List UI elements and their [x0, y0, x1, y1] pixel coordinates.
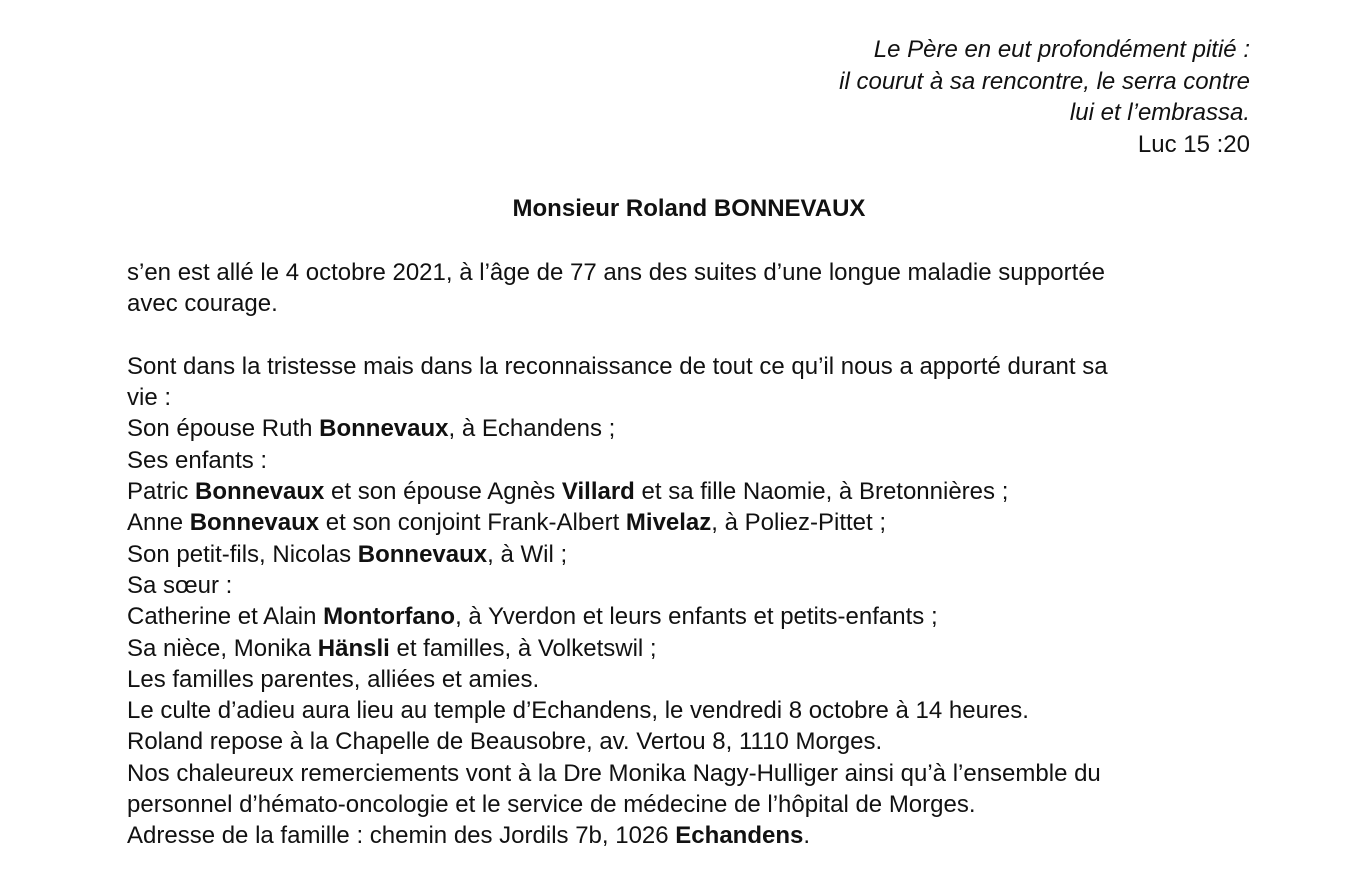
- family-list: [127, 413, 1257, 851]
- text-line: [127, 758, 1257, 789]
- text-segment: Les familles parentes, alliées et amies.: [127, 665, 540, 693]
- surname: Hänsli: [317, 634, 390, 662]
- quote-line: lui et l’embrassa.: [1069, 99, 1250, 126]
- text-line: [127, 789, 1257, 820]
- text-segment: , à Yverdon et leurs enfants et petits-enfants ;: [455, 603, 938, 631]
- text-segment: et sa fille Naomie, à Bretonnières ;: [634, 478, 1009, 506]
- text-segment: personnel d’hémato-oncologie et le service de médecine de l’hôpital de Morges.: [127, 791, 976, 819]
- bible-quote: [839, 34, 1250, 160]
- text-line: [127, 633, 1257, 664]
- surname: Mivelaz: [625, 509, 712, 537]
- text-segment: et familles, à Volketswil ;: [389, 634, 657, 662]
- text-line: [127, 664, 1257, 695]
- surname: Montorfano: [323, 603, 456, 631]
- text-segment: , à Wil ;: [487, 540, 568, 568]
- text-line: [127, 601, 1257, 632]
- surname: Villard: [561, 478, 635, 506]
- surname: Echandens: [675, 822, 804, 850]
- text-segment: , à Echandens ;: [448, 415, 616, 443]
- text-segment: Son épouse Ruth: [127, 415, 320, 443]
- obituary-body: [127, 257, 1257, 852]
- text-line: [127, 507, 1257, 538]
- text-segment: Ses enfants :: [127, 446, 268, 474]
- text-line: [127, 413, 1257, 444]
- quote-reference: Luc 15 :20: [1137, 130, 1250, 158]
- paragraph-gap: [127, 320, 1257, 351]
- text-segment: et son épouse Agnès: [324, 478, 562, 506]
- surname: Bonnevaux: [195, 478, 325, 506]
- quote-line: Le Père en eut profondément pitié :: [873, 36, 1250, 63]
- surname: Bonnevaux: [189, 509, 320, 537]
- intro-line: s’en est allé le 4 octobre 2021, à l’âge de 77 ans des suites d’une longue maladie supportée: [127, 259, 1106, 286]
- text-segment: Patric: [127, 478, 196, 506]
- text-segment: Roland repose à la Chapelle de Beausobre, av. Vertou 8, 1110 Morges.: [127, 728, 883, 756]
- text-segment: et son conjoint Frank-Albert: [319, 509, 626, 537]
- text-segment: .: [803, 822, 811, 850]
- opening-line: vie :: [127, 384, 172, 412]
- text-segment: , à Poliez-Pittet ;: [711, 509, 887, 537]
- intro-line: avec courage.: [127, 290, 278, 318]
- text-segment: Sa sœur :: [127, 571, 233, 599]
- text-line: [127, 570, 1257, 601]
- text-line: [127, 820, 1257, 851]
- text-segment: Son petit-fils, Nicolas: [127, 540, 358, 568]
- text-segment: Nos chaleureux remerciements vont à la Dre Monika Nagy-Hulliger ainsi qu’à l’ensemble du: [127, 759, 1101, 787]
- text-line: [127, 445, 1257, 476]
- text-line: [127, 476, 1257, 507]
- text-segment: Le culte d’adieu aura lieu au temple d’Echandens, le vendredi 8 octobre à 14 heures.: [127, 697, 1029, 725]
- quote-line: il courut à sa rencontre, le serra contre: [839, 67, 1250, 95]
- text-line: [127, 695, 1257, 726]
- surname: Bonnevaux: [357, 540, 488, 568]
- deceased-name-title: Monsieur Roland BONNEVAUX: [512, 195, 866, 222]
- surname: Bonnevaux: [319, 415, 449, 443]
- text-line: [127, 726, 1257, 757]
- text-segment: Sa nièce, Monika: [127, 634, 318, 662]
- text-segment: Anne: [127, 509, 190, 537]
- opening-line: Sont dans la tristesse mais dans la reconnaissance de tout ce qu’il nous a apporté durant sa: [127, 352, 1108, 380]
- text-segment: Catherine et Alain: [127, 603, 324, 631]
- text-segment: Adresse de la famille : chemin des Jordils 7b, 1026: [127, 822, 676, 850]
- text-line: [127, 539, 1257, 570]
